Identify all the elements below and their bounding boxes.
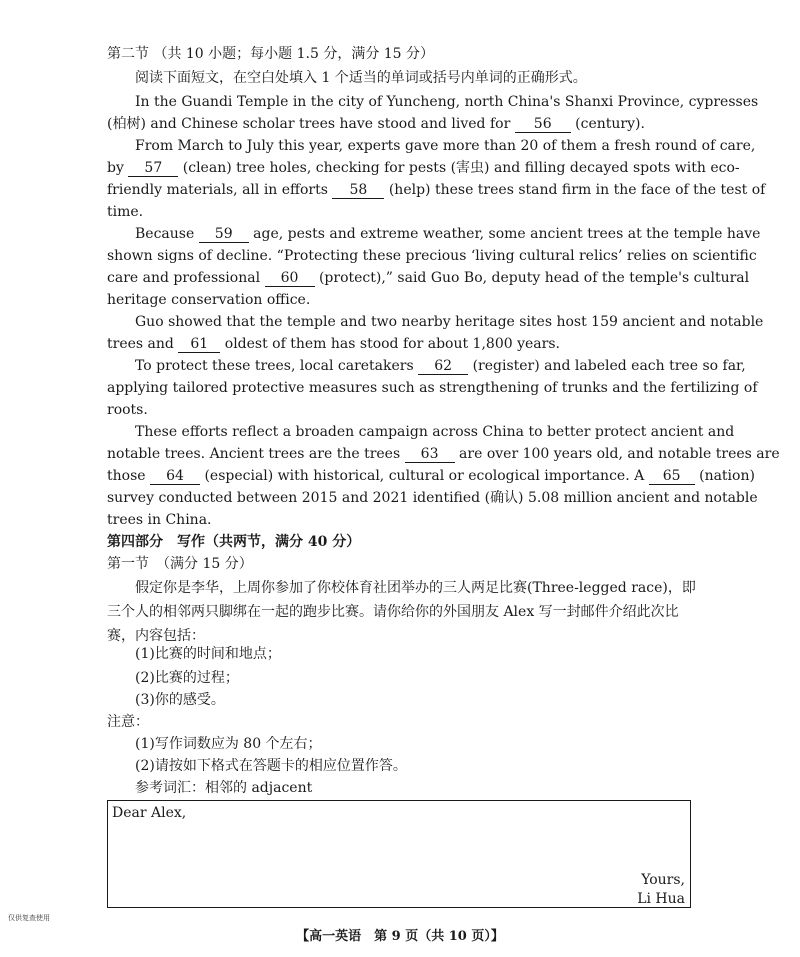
passage-text: Because [135, 226, 195, 242]
passage-line [107, 159, 740, 177]
section2-instruction: 阅读下面短文，在空白处填入 1 个适当的单词或括号内单词的正确形式。 [135, 70, 587, 86]
passage-line: roots. [107, 402, 148, 418]
passage-text: oldest of them has stood for about 1,800 years. [224, 336, 560, 352]
note-item: (2)请按如下格式在答题卡的相应位置作答。 [135, 758, 407, 774]
part4-sub-heading: 第一节 （满分 15 分） [107, 556, 253, 572]
passage-text: age, pests and extreme weather, some ancient trees at the temple have [253, 226, 761, 242]
page-footer: 【高一英语 第 9 页（共 10 页）】 [296, 929, 504, 944]
letter-box [107, 800, 691, 908]
passage-text: (register) and labeled each tree so far, [472, 358, 746, 374]
task-item: (2)比赛的过程； [135, 670, 239, 686]
letter-greeting: Dear Alex, [112, 805, 187, 821]
passage-line [135, 225, 760, 243]
blank-65: 65 [649, 469, 695, 485]
passage-text: (protect),” said Guo Bo, deputy head of the temple's cultural [318, 270, 750, 286]
passage-line: These efforts reflect a broaden campaign across China to better protect ancient and [135, 424, 735, 440]
task-item: (3)你的感受。 [135, 692, 225, 708]
passage-line [107, 467, 755, 485]
blank-64: 64 [150, 469, 200, 485]
passage-line [107, 445, 780, 463]
passage-line [107, 269, 749, 287]
passage-line [135, 357, 746, 375]
blank-56: 56 [515, 117, 571, 133]
passage-text: notable trees. Ancient trees are the trees [107, 446, 401, 462]
passage-text: friendly materials, all in efforts [107, 182, 328, 198]
passage-text: trees and [107, 336, 174, 352]
review-stamp: 仅供复查使用 [8, 914, 50, 922]
passage-line: Guo showed that the temple and two nearby heritage sites host 159 ancient and notable [135, 314, 764, 330]
task-item: (1)比赛的时间和地点； [135, 646, 281, 662]
blank-62: 62 [418, 359, 468, 375]
passage-line: heritage conservation office. [107, 292, 311, 308]
passage-text: (柏树) and Chinese scholar trees have stood and lived for [107, 116, 511, 132]
passage-text: (especial) with historical, cultural or ecological importance. A [204, 468, 645, 484]
blank-63: 63 [405, 447, 455, 463]
passage-text: are over 100 years old, and notable trees are [459, 446, 780, 462]
letter-signature: Li Hua [637, 891, 685, 907]
passage-text: (nation) [699, 468, 755, 484]
blank-60: 60 [265, 271, 315, 287]
vocab-hint: 参考词汇：相邻的 adjacent [135, 780, 313, 796]
passage-text: (century). [575, 116, 645, 132]
passage-line: In the Guandi Temple in the city of Yuncheng, north China's Shanxi Province, cypresses [135, 94, 759, 110]
passage-text: those [107, 468, 146, 484]
blank-61: 61 [178, 337, 220, 353]
passage-text: To protect these trees, local caretakers [135, 358, 414, 374]
task-line: 三个人的相邻两只脚绑在一起的跑步比赛。请你给你的外国朋友 Alex 写一封邮件介绍此次比 [107, 604, 679, 620]
blank-58: 58 [332, 183, 384, 199]
passage-text: care and professional [107, 270, 261, 286]
passage-line: applying tailored protective measures such as strengthening of trunks and the fertilizing of [107, 380, 758, 396]
passage-line [107, 335, 560, 353]
passage-line [107, 181, 765, 199]
letter-closing: Yours, [641, 872, 685, 888]
note-label: 注意： [107, 714, 149, 730]
passage-line: trees in China. [107, 512, 212, 528]
section2-heading: 第二节 （共 10 小题；每小题 1.5 分，满分 15 分） [107, 46, 435, 62]
passage-line: time. [107, 204, 144, 220]
task-line: 假定你是李华，上周你参加了你校体育社团举办的三人两足比赛(Three-legged race)，即 [135, 580, 696, 596]
passage-text: (clean) tree holes, checking for pests (害虫) and filling decayed spots with eco- [182, 160, 740, 176]
passage-text: (help) these trees stand firm in the face of the test of [388, 182, 766, 198]
note-item: (1)写作词数应为 80 个左右； [135, 736, 322, 752]
passage-text: by [107, 160, 124, 176]
task-line: 赛，内容包括： [107, 628, 205, 644]
passage-line: From March to July this year, experts gave more than 20 of them a fresh round of care, [135, 138, 756, 154]
passage-line: survey conducted between 2015 and 2021 identified (确认) 5.08 million ancient and notable [107, 490, 758, 506]
blank-59: 59 [199, 227, 249, 243]
passage-line: shown signs of decline. “Protecting these precious ‘living cultural relics’ relies on scientific [107, 248, 757, 264]
part4-heading: 第四部分 写作（共两节，满分 40 分） [107, 534, 361, 550]
passage-line [107, 115, 645, 133]
blank-57: 57 [128, 161, 178, 177]
